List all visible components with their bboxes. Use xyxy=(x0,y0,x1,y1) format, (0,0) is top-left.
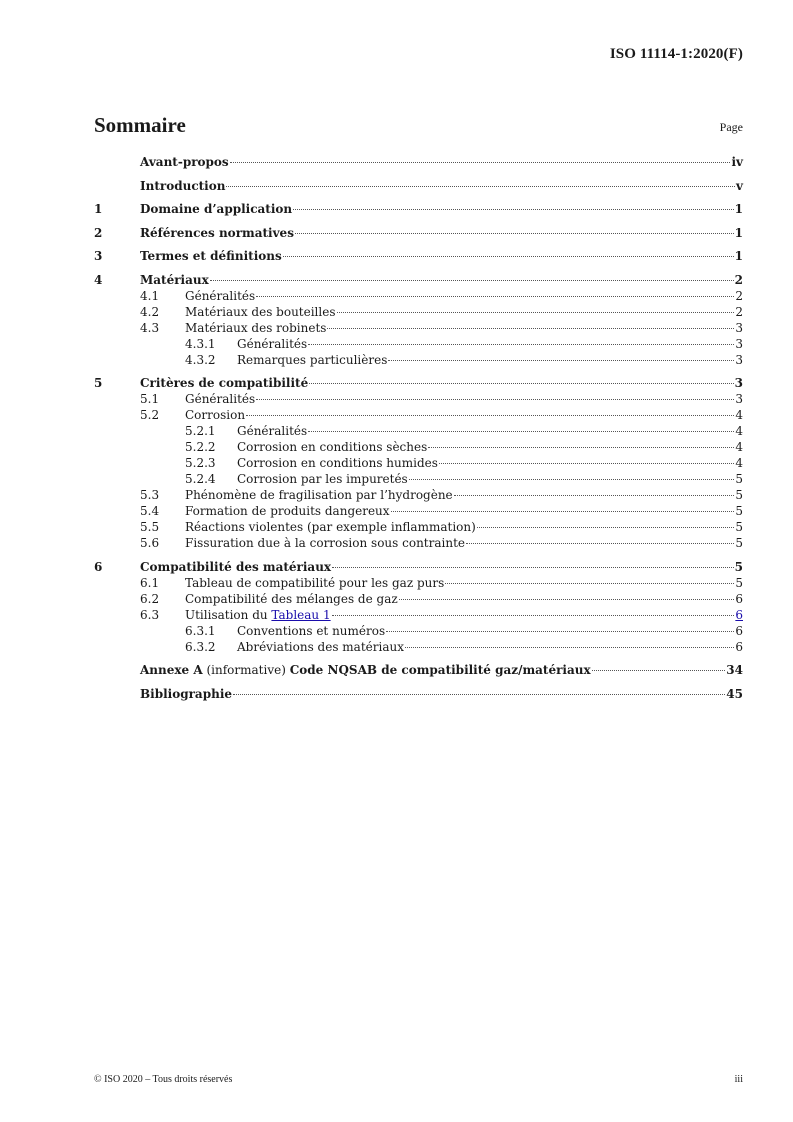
toc-entry[interactable] xyxy=(94,320,743,336)
toc-entry-title xyxy=(140,686,232,702)
toc-entry-title xyxy=(237,336,307,352)
toc-page-column-label: Page xyxy=(719,120,743,134)
toc-entry-number: 4.3 xyxy=(140,320,160,335)
toc-entry-title xyxy=(237,455,438,471)
toc-entry-title-text: Matériaux des bouteilles xyxy=(185,304,336,319)
toc-entry-title-text: Compatibilité des mélanges de gaz xyxy=(185,591,398,606)
dot-leader xyxy=(391,511,735,512)
toc-entry[interactable] xyxy=(94,471,743,487)
toc-entry-title xyxy=(237,639,404,655)
toc-entry-title xyxy=(185,607,331,623)
page-number: iii xyxy=(734,1074,743,1085)
dot-leader xyxy=(386,631,734,632)
toc-entry[interactable] xyxy=(94,201,743,217)
toc-entry[interactable] xyxy=(94,288,743,304)
toc-entry-page: 5 xyxy=(735,575,743,590)
dot-leader xyxy=(592,670,726,671)
toc-entry-number: 3 xyxy=(94,249,103,263)
toc-entry-number: 4.3.2 xyxy=(185,352,216,367)
toc-entry-page: v xyxy=(736,178,743,193)
toc-entry-page: 34 xyxy=(726,663,743,677)
dot-leader xyxy=(409,479,735,480)
toc-entry[interactable] xyxy=(94,591,743,607)
dot-leader xyxy=(454,495,735,496)
toc-entry[interactable] xyxy=(94,686,743,702)
toc-entry[interactable] xyxy=(94,519,743,535)
toc-entry-number: 6 xyxy=(94,559,103,574)
toc-entry-title-text: Matériaux des robinets xyxy=(185,320,327,335)
dot-leader xyxy=(256,399,734,400)
dot-leader xyxy=(283,256,734,257)
dot-leader xyxy=(337,312,735,313)
toc-entry-number: 6.3 xyxy=(140,607,160,622)
toc-entry-title-text: Matériaux xyxy=(140,272,209,287)
toc-entry-title xyxy=(237,352,387,368)
toc-entry-page: 45 xyxy=(726,686,743,701)
toc-entry-number: 5.2.4 xyxy=(185,472,216,486)
dot-leader xyxy=(445,583,734,584)
toc-entry-title xyxy=(140,201,292,217)
toc-entry-title-prefix: Utilisation du xyxy=(185,607,272,622)
toc-entry-title-text: Code NQSAB de compatibilité gaz/matériaux xyxy=(289,663,591,677)
toc-entry-title-text: Compatibilité des matériaux xyxy=(140,559,332,574)
toc-entry-page: 5 xyxy=(735,488,743,502)
toc-entry-title xyxy=(185,575,444,591)
toc-entry-number: 6.2 xyxy=(140,591,160,606)
toc-entry-title xyxy=(140,272,209,288)
toc-entry-number: 5.3 xyxy=(140,488,160,502)
dot-leader xyxy=(332,615,735,616)
toc-entry-title-text: Domaine d’application xyxy=(140,202,293,216)
toc-entry[interactable] xyxy=(94,575,743,591)
toc-entry[interactable] xyxy=(94,407,743,423)
toc-entry-number: 4 xyxy=(94,272,103,287)
toc-entry-page: 3 xyxy=(734,376,743,390)
toc-entry-title xyxy=(237,423,307,439)
dot-leader xyxy=(428,447,734,448)
toc-entry-title-text: Termes et définitions xyxy=(140,249,282,263)
table-1-link[interactable]: Tableau 1 xyxy=(271,607,331,622)
toc-entry[interactable] xyxy=(94,423,743,439)
toc-entry[interactable] xyxy=(94,352,743,368)
toc-entry[interactable] xyxy=(94,503,743,519)
toc-entry-title xyxy=(140,225,294,241)
toc-entry-title xyxy=(185,304,336,320)
toc-entry-title xyxy=(140,375,308,391)
toc-entry-page: 2 xyxy=(735,288,743,303)
dot-leader xyxy=(230,162,731,163)
toc-entry-title xyxy=(140,662,591,678)
toc-entry-number: 5.4 xyxy=(140,504,160,518)
toc-entry-page: 5 xyxy=(735,504,743,518)
toc-entry[interactable] xyxy=(94,304,743,320)
dot-leader xyxy=(388,360,734,361)
toc-entry-number: 6.1 xyxy=(140,575,160,590)
toc-entry-page: 3 xyxy=(735,352,743,367)
toc-entry-title-text: Phénomène de fragilisation par l’hydrogène xyxy=(185,488,453,502)
toc-entry[interactable] xyxy=(94,535,743,551)
page-footer xyxy=(94,1074,743,1085)
toc-entry[interactable] xyxy=(94,455,743,471)
toc-entry-page: 6 xyxy=(735,623,743,638)
toc-entry-title-text: Corrosion par les impuretés xyxy=(237,472,408,486)
toc-entry-page: 3 xyxy=(735,320,743,335)
toc-entry-page: 4 xyxy=(735,456,743,470)
toc-entry[interactable] xyxy=(94,559,743,575)
toc-entry-title xyxy=(185,320,326,336)
toc-entry-title-text: Critères de compatibilité xyxy=(140,376,309,390)
dot-leader xyxy=(405,647,734,648)
toc-entry-number: 5.6 xyxy=(140,536,160,550)
toc-title: Sommaire xyxy=(94,113,186,137)
toc-entry-title-text: Corrosion en conditions sèches xyxy=(237,440,428,454)
toc-entry[interactable] xyxy=(94,623,743,639)
toc-entry-title-text: Formation de produits dangereux xyxy=(185,504,390,518)
dot-leader xyxy=(466,543,734,544)
dot-leader xyxy=(226,186,735,187)
toc-entry-page: 5 xyxy=(735,536,743,550)
toc-entry-number: 1 xyxy=(94,202,103,216)
toc-entry-title xyxy=(185,391,255,407)
toc-entry-number: 5.2.1 xyxy=(185,424,216,438)
toc-entry[interactable] xyxy=(94,375,743,391)
toc-entry-title-text: Remarques particulières xyxy=(237,352,388,367)
table-of-contents xyxy=(94,154,743,702)
toc-entry-title xyxy=(185,407,245,423)
toc-entry-page: 6 xyxy=(735,639,743,654)
toc-entry-number: 5.1 xyxy=(140,392,160,406)
toc-entry-number: 5.2.2 xyxy=(185,440,216,454)
toc-entry-title xyxy=(140,248,282,264)
toc-entry-title-text: Généralités xyxy=(237,424,308,438)
toc-entry-page: 5 xyxy=(735,472,743,486)
toc-entry-title-text: Généralités xyxy=(185,392,256,406)
dot-leader xyxy=(399,599,735,600)
toc-entry-title-text: Introduction xyxy=(140,178,226,193)
toc-entry-page: 4 xyxy=(735,408,743,422)
toc-entry-title-text: Abréviations des matériaux xyxy=(237,639,404,654)
toc-entry-title-text: Réactions violentes (par exemple inflammation) xyxy=(185,520,476,534)
toc-entry-page[interactable]: 6 xyxy=(735,607,743,622)
toc-entry-title-text: Généralités xyxy=(185,288,256,303)
toc-entry-page: 6 xyxy=(735,591,743,606)
toc-entry-page: 2 xyxy=(735,304,743,319)
toc-entry-page: 4 xyxy=(735,424,743,438)
dot-leader xyxy=(327,328,734,329)
toc-entry-number: 4.2 xyxy=(140,304,160,319)
dot-leader xyxy=(477,527,735,528)
toc-entry-page: 2 xyxy=(734,272,743,287)
dot-leader xyxy=(295,233,734,234)
toc-entry-title-text: Corrosion en conditions humides xyxy=(237,456,438,470)
toc-entry-title xyxy=(140,154,229,170)
toc-entry[interactable] xyxy=(94,248,743,264)
toc-entry-page: iv xyxy=(731,155,743,169)
toc-entry-page: 3 xyxy=(735,336,743,351)
dot-leader xyxy=(308,344,734,345)
toc-entry-title xyxy=(185,288,255,304)
toc-entry-title-text: Conventions et numéros xyxy=(237,623,386,638)
dot-leader xyxy=(332,567,734,568)
toc-entry-title-text: Corrosion xyxy=(185,408,246,422)
toc-entry[interactable] xyxy=(94,487,743,503)
dot-leader xyxy=(309,383,733,384)
toc-entry[interactable] xyxy=(94,639,743,655)
toc-entry-page: 5 xyxy=(734,559,743,574)
document-id: ISO 11114-1:2020(F) xyxy=(609,46,743,62)
toc-entry[interactable] xyxy=(94,607,743,623)
toc-entry-title xyxy=(140,559,331,575)
dot-leader xyxy=(293,209,734,210)
toc-entry-title xyxy=(185,535,465,551)
toc-entry[interactable] xyxy=(94,336,743,352)
toc-entry[interactable] xyxy=(94,439,743,455)
dot-leader xyxy=(233,694,725,695)
dot-leader xyxy=(210,280,734,281)
toc-entry-title-text: Tableau de compatibilité pour les gaz purs xyxy=(185,575,445,590)
toc-entry-number: 5.5 xyxy=(140,520,160,534)
toc-entry-title-text: Fissuration due à la corrosion sous contrainte xyxy=(185,536,465,550)
toc-entry[interactable] xyxy=(94,272,743,288)
toc-entry-number: 5.2 xyxy=(140,408,160,422)
toc-entry-number: 5.2.3 xyxy=(185,456,216,470)
toc-entry-page: 3 xyxy=(735,392,743,406)
toc-entry-title xyxy=(185,519,476,535)
toc-entry[interactable] xyxy=(94,225,743,241)
toc-entry-title-text: Avant-propos xyxy=(140,155,229,169)
toc-entry-page: 5 xyxy=(735,520,743,534)
toc-entry[interactable] xyxy=(94,154,743,170)
dot-leader xyxy=(439,463,734,464)
toc-entry-title-text: Références normatives xyxy=(140,225,294,240)
toc-entry-title xyxy=(237,623,385,639)
toc-entry-title xyxy=(237,439,427,455)
toc-entry-title xyxy=(185,503,390,519)
toc-entry-number: 2 xyxy=(94,225,103,240)
toc-entry[interactable] xyxy=(94,662,743,678)
toc-entry-number: 6.3.1 xyxy=(185,623,216,638)
toc-entry-page: 4 xyxy=(735,440,743,454)
toc-entry-page: 1 xyxy=(734,249,743,263)
toc-entry[interactable] xyxy=(94,178,743,194)
toc-entry-number: 6.3.2 xyxy=(185,639,216,654)
toc-entry-annex-type: (informative) xyxy=(202,663,290,677)
toc-entry[interactable] xyxy=(94,391,743,407)
dot-leader xyxy=(308,431,734,432)
toc-entry-page: 1 xyxy=(734,225,743,240)
toc-entry-number: 4.3.1 xyxy=(185,336,216,351)
toc-entry-title-text: Généralités xyxy=(237,336,308,351)
toc-entry-title xyxy=(237,471,408,487)
toc-entry-number: 5 xyxy=(94,376,103,390)
toc-entry-title xyxy=(185,487,453,503)
toc-entry-title-text: Bibliographie xyxy=(140,686,233,701)
toc-entry-title xyxy=(185,591,398,607)
toc-entry-page: 1 xyxy=(734,202,743,216)
copyright-notice: © ISO 2020 – Tous droits réservés xyxy=(94,1074,233,1085)
dot-leader xyxy=(256,296,734,297)
toc-entry-title-prefix: Annexe A xyxy=(140,663,203,677)
dot-leader xyxy=(246,415,734,416)
toc-entry-number: 4.1 xyxy=(140,288,160,303)
toc-entry-title xyxy=(140,178,225,194)
